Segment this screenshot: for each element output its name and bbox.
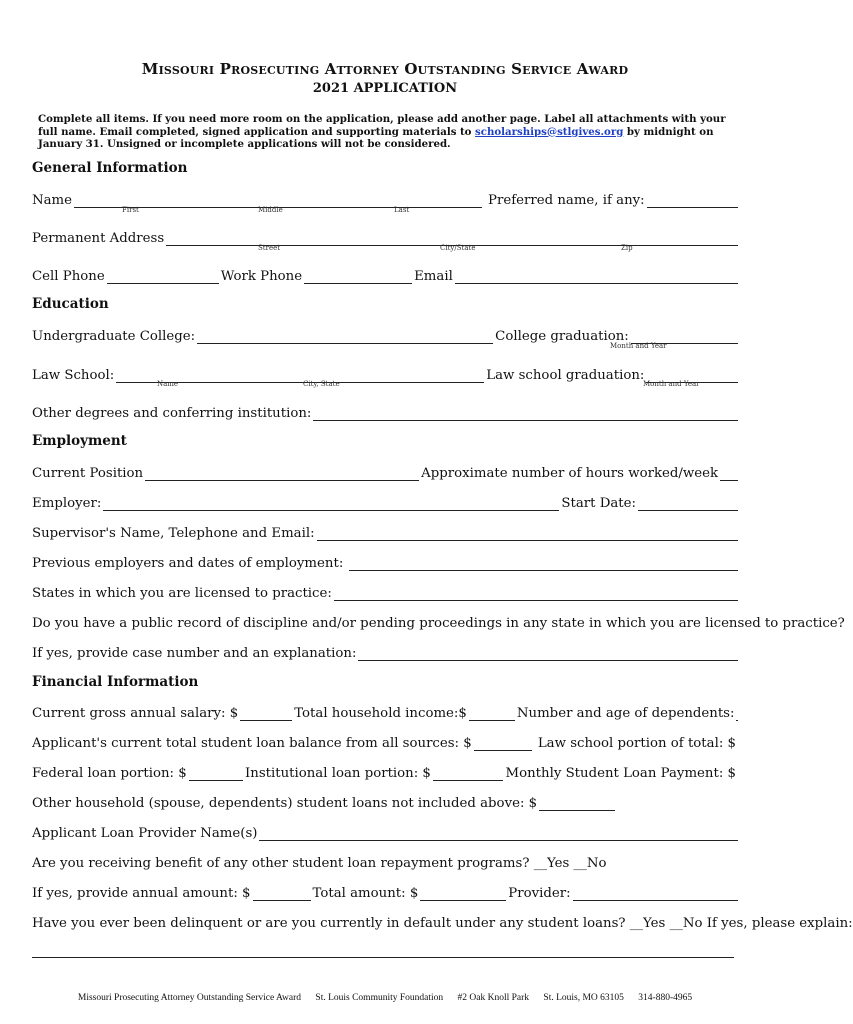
- college-grad-sub: Month and Year: [610, 342, 667, 350]
- supervisor-row: [32, 521, 740, 541]
- law-school-label: Law School:: [32, 368, 115, 383]
- undergrad-label: Undergraduate College:: [32, 329, 196, 344]
- delinquent-question: Have you ever been delinquent or are you currently in default under any student loans? __Yes __No If yes, please explain:: [32, 916, 853, 931]
- name-row: [32, 188, 740, 208]
- household-income-label: Total household income:$: [294, 706, 467, 721]
- explanation-field[interactable]: [32, 956, 734, 958]
- states-label: States in which you are licensed to practice:: [32, 586, 332, 601]
- institutional-label: Institutional loan portion: $: [245, 766, 431, 781]
- federal-label: Federal loan portion: $: [32, 766, 187, 781]
- loan-portions-row: [32, 761, 740, 781]
- footer-award: Missouri Prosecuting Attorney Outstanding Service Award: [77, 993, 302, 1003]
- provider-field[interactable]: [259, 826, 738, 841]
- balance-row: [32, 731, 740, 751]
- instructions-part2: by midnight on January 31. Unsigned or incomplete applications will not be considered.: [38, 125, 714, 150]
- preferred-name-label: Preferred name, if any:: [488, 193, 645, 208]
- footer-phone: 314-880-4965: [638, 993, 693, 1003]
- cell-phone-field[interactable]: [107, 269, 219, 284]
- previous-employers-field[interactable]: [349, 556, 738, 571]
- law-school-row: [32, 363, 740, 383]
- supervisor-label: Supervisor's Name, Telephone and Email:: [32, 526, 315, 541]
- law-grad-label: Law school graduation:: [486, 368, 645, 383]
- institutional-field[interactable]: [433, 766, 504, 781]
- annual-amount-row: [32, 881, 740, 901]
- balance-field[interactable]: [474, 736, 532, 751]
- law-sub-name: Name: [157, 380, 179, 388]
- undergrad-field[interactable]: [197, 329, 493, 344]
- law-portion-label: Law school portion of total: $: [537, 736, 736, 751]
- address-sub-zip: Zip: [621, 244, 633, 252]
- hours-label: Approximate number of hours worked/week: [421, 466, 719, 481]
- other-degrees-field[interactable]: [313, 406, 738, 421]
- address-sub-street: Street: [258, 244, 281, 252]
- salary-field[interactable]: [240, 706, 292, 721]
- form-title: Missouri Prosecuting Attorney Outstanding Service Award: [141, 60, 629, 78]
- monthly-payment-label: Monthly Student Loan Payment: $: [505, 766, 736, 781]
- annual-amount-field[interactable]: [253, 886, 311, 901]
- law-sub-city: City, State: [303, 380, 340, 388]
- work-phone-label: Work Phone: [220, 269, 303, 284]
- preferred-name-field[interactable]: [647, 193, 738, 208]
- form-subtitle: 2021 APPLICATION: [312, 81, 458, 96]
- provider-row: [32, 821, 740, 841]
- address-label: Permanent Address: [32, 231, 165, 246]
- hours-field[interactable]: [720, 466, 738, 481]
- footer-address: #2 Oak Knoll Park: [457, 993, 530, 1003]
- cell-phone-label: Cell Phone: [32, 269, 105, 284]
- benefit-row: [32, 851, 740, 871]
- position-field[interactable]: [145, 466, 419, 481]
- section-general-heading: General Information: [32, 160, 188, 176]
- case-field[interactable]: [358, 646, 738, 661]
- name-sub-last: Last: [394, 206, 410, 214]
- case-label: If yes, provide case number and an explanation:: [32, 646, 357, 661]
- benefit-question: Are you receiving benefit of any other student loan repayment programs? __Yes __No: [32, 856, 607, 871]
- salary-label: Current gross annual salary: $: [32, 706, 239, 721]
- section-employment-heading: Employment: [32, 433, 127, 449]
- name-sub-middle: Middle: [258, 206, 283, 214]
- employer-row: [32, 491, 740, 511]
- total-amount-field[interactable]: [420, 886, 506, 901]
- law-grad-sub: Month and Year: [643, 380, 700, 388]
- other-degrees-row: [32, 401, 740, 421]
- undergrad-row: [32, 324, 740, 344]
- case-row: [32, 641, 740, 661]
- footer-city: St. Louis, MO 63105: [543, 993, 624, 1003]
- discipline-row: [32, 611, 845, 631]
- section-financial-heading: Financial Information: [32, 674, 199, 690]
- dependents-label: Number and age of dependents:: [516, 706, 735, 721]
- start-date-field[interactable]: [638, 496, 738, 511]
- name-label: Name: [32, 193, 73, 208]
- total-amount-label: Total amount: $: [312, 886, 419, 901]
- position-row: [32, 461, 740, 481]
- other-household-field[interactable]: [539, 796, 615, 811]
- name-sub-first: First: [122, 206, 139, 214]
- start-date-label: Start Date:: [561, 496, 636, 511]
- address-row: [32, 226, 740, 246]
- delinquent-row: [32, 911, 853, 931]
- email-label: Email: [414, 269, 453, 284]
- phone-row: [32, 264, 740, 284]
- provider2-label: Provider:: [508, 886, 571, 901]
- dependents-field[interactable]: [736, 706, 738, 721]
- supervisor-field[interactable]: [317, 526, 738, 541]
- work-phone-field[interactable]: [304, 269, 412, 284]
- footer: [0, 993, 770, 1003]
- footer-foundation: St. Louis Community Foundation: [315, 993, 444, 1003]
- discipline-question: Do you have a public record of discipline and/or pending proceedings in any state in which you are licensed to practice?: [32, 616, 845, 631]
- instructions: [38, 113, 738, 151]
- states-row: [32, 581, 740, 601]
- instructions-part1: Complete all items. If you need more room on the application, please add another page. Label all attachments with your full name. Email completed, signed application and supporting materials to: [38, 113, 726, 138]
- college-grad-label: College graduation:: [495, 329, 629, 344]
- states-field[interactable]: [334, 586, 738, 601]
- other-household-row: [32, 791, 740, 811]
- position-label: Current Position: [32, 466, 144, 481]
- section-education-heading: Education: [32, 296, 109, 312]
- federal-field[interactable]: [189, 766, 243, 781]
- address-sub-city: City/State: [440, 244, 476, 252]
- employer-label: Employer:: [32, 496, 102, 511]
- annual-amount-label: If yes, provide annual amount: $: [32, 886, 251, 901]
- email-field[interactable]: [455, 269, 738, 284]
- employer-field[interactable]: [103, 496, 559, 511]
- other-household-label: Other household (spouse, dependents) student loans not included above: $: [32, 796, 538, 811]
- household-income-field[interactable]: [469, 706, 515, 721]
- email-link[interactable]: scholarships@stlgives.org: [475, 125, 624, 138]
- other-degrees-label: Other degrees and conferring institution:: [32, 406, 312, 421]
- balance-label: Applicant's current total student loan balance from all sources: $: [32, 736, 472, 751]
- provider2-field[interactable]: [573, 886, 738, 901]
- previous-employers-row: [32, 551, 740, 571]
- previous-employers-label: Previous employers and dates of employment:: [32, 556, 344, 571]
- salary-row: [32, 701, 740, 721]
- provider-label: Applicant Loan Provider Name(s): [32, 826, 258, 841]
